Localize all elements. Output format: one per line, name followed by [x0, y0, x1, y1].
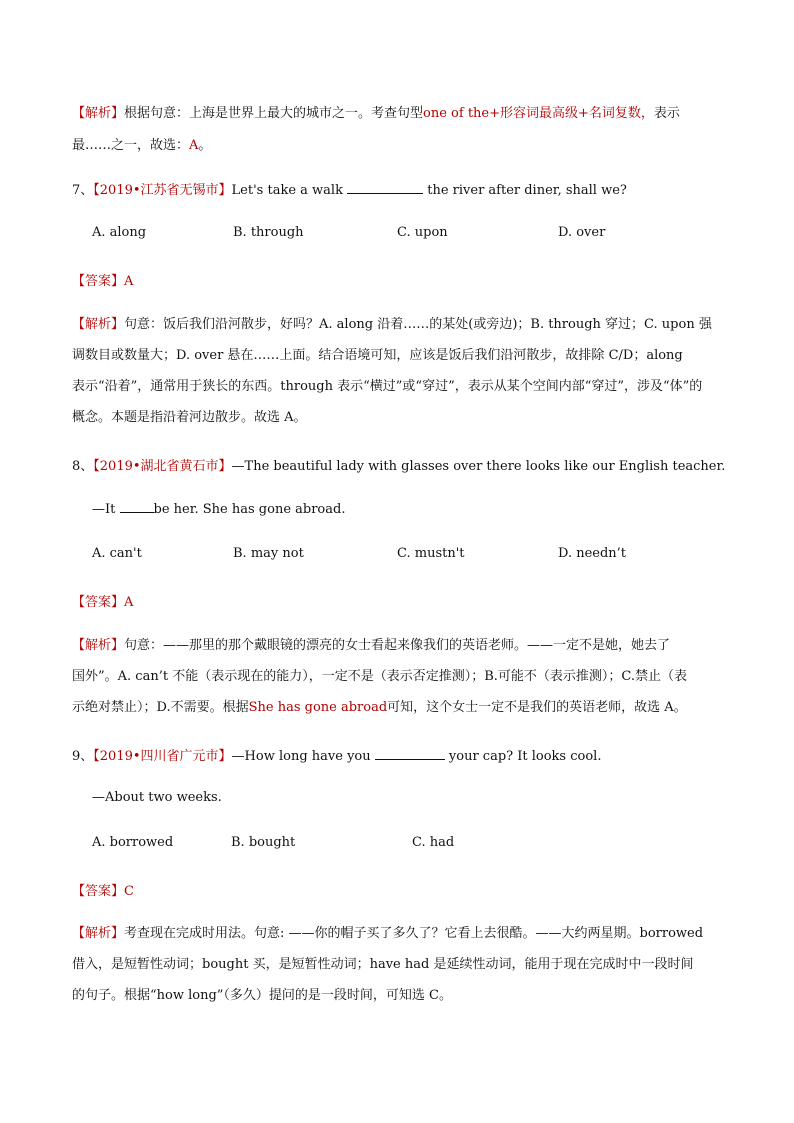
- question-9: [72, 745, 601, 764]
- question-text: —It: [92, 502, 116, 517]
- question-7: [72, 179, 627, 198]
- analysis-q7: [72, 309, 724, 433]
- question-text: —How long have you: [231, 749, 371, 764]
- answer-blank: [347, 181, 423, 194]
- analysis-line: 借入，是短暂性动词；bought 买，是短暂性动词；have had 是延续性动词，能用于现在完成时中一段时间: [72, 957, 694, 972]
- analysis-line: [72, 630, 724, 661]
- option-d: D. over: [558, 225, 606, 240]
- option-a: A. can't: [92, 546, 142, 561]
- analysis-text: 示绝对禁止）；D.不需要。根据: [72, 700, 249, 715]
- option-c: C. had: [412, 835, 455, 850]
- analysis-red-phrase: one of the+形容词最高级+名词复数，: [423, 106, 654, 121]
- question-text: —The beautiful lady with glasses over there looks like our English teacher.: [231, 459, 726, 474]
- option-a: A. along: [92, 225, 147, 240]
- question-9-reply: [92, 790, 222, 805]
- question-text: —About two weeks.: [92, 790, 222, 805]
- question-text: Let's take a walk: [231, 183, 343, 198]
- answer-value: C: [124, 884, 134, 899]
- analysis-line: 概念。本题是指沿着河边散步。故选 A。: [72, 410, 307, 425]
- options-q8: [92, 546, 652, 564]
- option-c: C. upon: [397, 225, 448, 240]
- option-d: D. needn’t: [558, 546, 627, 561]
- answer-tag: 【答案】: [72, 884, 125, 899]
- analysis-q9: [72, 918, 724, 1011]
- question-text: your cap? It looks cool.: [448, 749, 602, 764]
- answer-tag: 【答案】: [72, 595, 125, 610]
- option-a: A. borrowed: [92, 835, 174, 850]
- analysis-red-phrase: She has gone abroad: [248, 700, 388, 715]
- option-b: B. through: [233, 225, 304, 240]
- analysis-line: 的句子。根据“how long”（多久）提问的是一段时间，可知选 C。: [72, 988, 453, 1003]
- options-q7: [92, 225, 652, 243]
- analysis-text: 句意：——那里的那个戴眼镜的漂亮的女士看起来像我们的英语老师。——一定不是她，她去了: [124, 638, 671, 653]
- analysis-choice: A: [189, 138, 199, 153]
- question-8: [72, 455, 725, 474]
- analysis-tag: 【解析】: [72, 106, 125, 121]
- question-number: 9、: [72, 749, 94, 764]
- analysis-tag: 【解析】: [72, 317, 125, 332]
- options-q9: [92, 835, 652, 853]
- analysis-line: [72, 692, 724, 723]
- answer-q9: [72, 880, 134, 899]
- question-source: 【2019•江苏省无锡市】: [93, 183, 232, 198]
- question-8-reply: [92, 500, 345, 517]
- option-b: B. may not: [233, 546, 304, 561]
- analysis-text: 最……之一，故选：: [72, 138, 190, 153]
- analysis-q6-line1: [72, 102, 680, 121]
- answer-q8: [72, 591, 133, 610]
- question-text: the river after diner, shall we?: [427, 183, 627, 198]
- analysis-text: 表示: [653, 106, 680, 121]
- analysis-tag: 【解析】: [72, 926, 125, 941]
- answer-q7: [72, 270, 133, 289]
- answer-value: A: [124, 274, 134, 289]
- analysis-q6-line2: [72, 134, 211, 153]
- analysis-tag: 【解析】: [72, 638, 125, 653]
- analysis-line: [72, 918, 724, 949]
- question-number: 8、: [72, 459, 94, 474]
- analysis-line: 调数目或数量大；D. over 悬在……上面。结合语境可知，应该是饭后我们沿河散步，故排除 C/D；along: [72, 348, 683, 363]
- question-text: be her. She has gone abroad.: [153, 502, 346, 517]
- analysis-text: 句意：饭后我们沿河散步，好吗？: [124, 317, 320, 332]
- option-c: C. mustn't: [397, 546, 465, 561]
- analysis-q8: [72, 630, 724, 723]
- question-source: 【2019•湖北省黄石市】: [93, 459, 232, 474]
- question-number: 7、: [72, 183, 94, 198]
- option-b: B. bought: [231, 835, 296, 850]
- analysis-text: 。: [198, 138, 212, 153]
- analysis-line: [72, 309, 724, 340]
- answer-tag: 【答案】: [72, 274, 125, 289]
- analysis-text: 考查现在完成时用法。句意: ——你的帽子买了多久了？它看上去很酷。——大约两星期。borrowed: [124, 926, 704, 941]
- analysis-text: A. along 沿着……的某处(或旁边)；B. through 穿过；C. upon 强: [319, 317, 712, 332]
- analysis-line: 国外”。A. can’t 不能（表示现在的能力），一定不是（表示否定推测）；B.可能不（表示推测）；C.禁止（表: [72, 669, 687, 684]
- analysis-line: 表示“沿着”，通常用于狭长的东西。through 表示“横过”或“穿过”，表示从某个空间内部“穿过”，涉及“体”的: [72, 379, 703, 394]
- analysis-text: 可知，这个女士一定不是我们的英语老师，故选 A。: [387, 700, 687, 715]
- answer-blank: [375, 747, 445, 760]
- answer-value: A: [124, 595, 134, 610]
- question-source: 【2019•四川省广元市】: [93, 749, 232, 764]
- analysis-text: 根据句意：上海是世界上最大的城市之一。考查句型: [124, 106, 424, 121]
- answer-blank: [120, 500, 154, 513]
